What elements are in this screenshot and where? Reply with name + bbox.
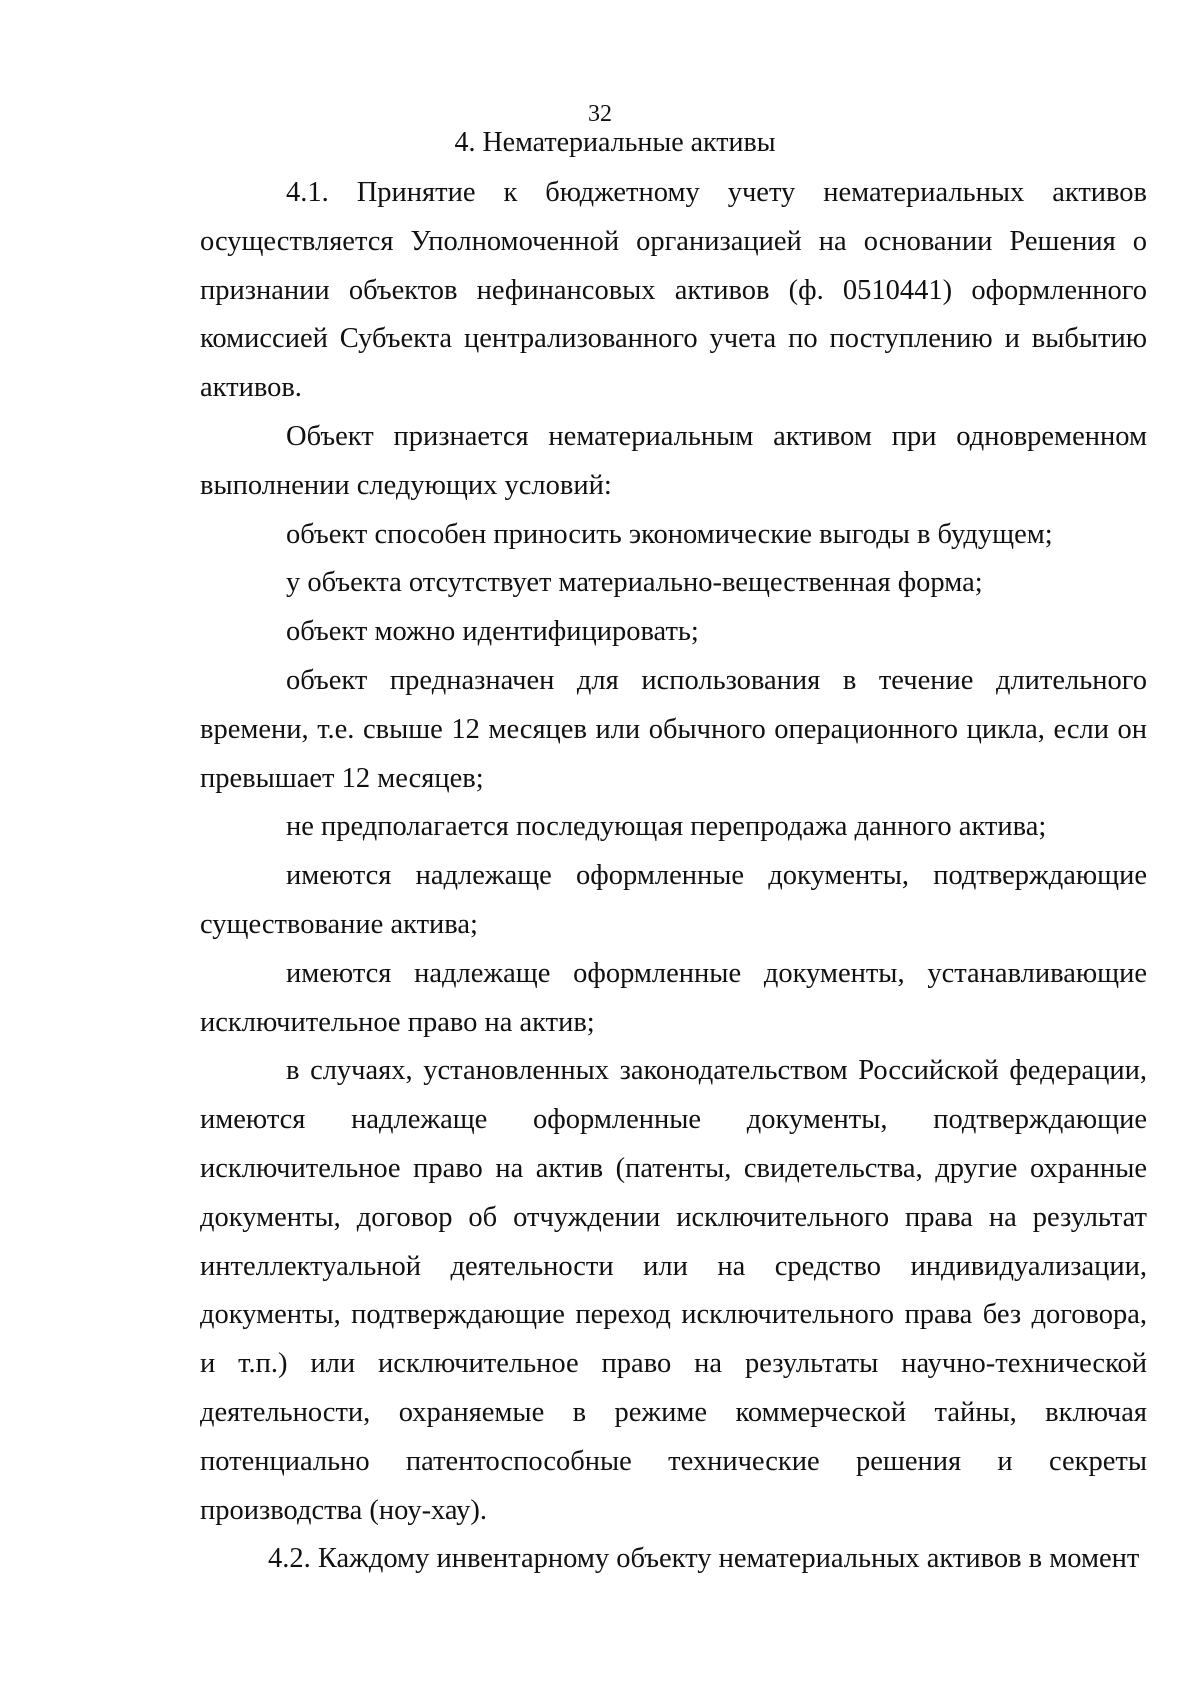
- condition-legal-cases: в случаях, установленных законодательством Российской федерации, имеются надлежаще оформленные документы, подтверждающие исключительное право на актив (патенты, свидетельства, другие охранные документы, договор об отчуждении исключительного права на результат интеллектуальной деятельности или на средство индивидуализации, документы, подтверждающие переход исключительного права без договора, и т.п.) или исключительное право на результаты научно-технической деятельности, охраняемые в режиме коммерческой тайны, включая потенциально патентоспособные технические решения и секреты производства (ноу-хау).: [200, 1055, 1147, 1526]
- condition-exclusive-right-documents: имеются надлежаще оформленные документы, устанавливающие исключительное право на актив;: [200, 957, 1147, 1038]
- condition-long-term-use: объект предназначен для использования в течение длительного времени, т.е. свыше 12 месяцев или обычного операционного цикла, если он превышает 12 месяцев;: [200, 664, 1147, 794]
- condition-no-resale: не предполагается последующая перепродажа данного актива;: [286, 811, 1047, 843]
- condition-no-material-form: у объекта отсутствует материально-вещественная форма;: [286, 567, 983, 599]
- paragraph-4-1: 4.1. Принятие к бюджетному учету нематериальных активов осуществляется Уполномоченной организацией на основании Решения о признании объектов нефинансовых активов (ф. 0510441) оформленного комиссией Субъекта централизованного учета по поступлению и выбытию активов.: [200, 177, 1147, 404]
- section-title: 4. Нематериальные активы: [454, 127, 776, 158]
- page-number: 32: [588, 101, 612, 127]
- condition-identifiable: объект можно идентифицировать;: [286, 616, 699, 648]
- condition-economic-benefits: объект способен приносить экономические выгоды в будущем;: [286, 518, 1053, 550]
- paragraph-4-2: 4.2. Каждому инвентарному объекту нематериальных активов в момент: [268, 1543, 1140, 1575]
- condition-existence-documents: имеются надлежаще оформленные документы, подтверждающие существование актива;: [200, 860, 1147, 940]
- paragraph-conditions-intro: Объект признается нематериальным активом при одновременном выполнении следующих условий:: [200, 420, 1147, 501]
- body-text: [200, 169, 1147, 1584]
